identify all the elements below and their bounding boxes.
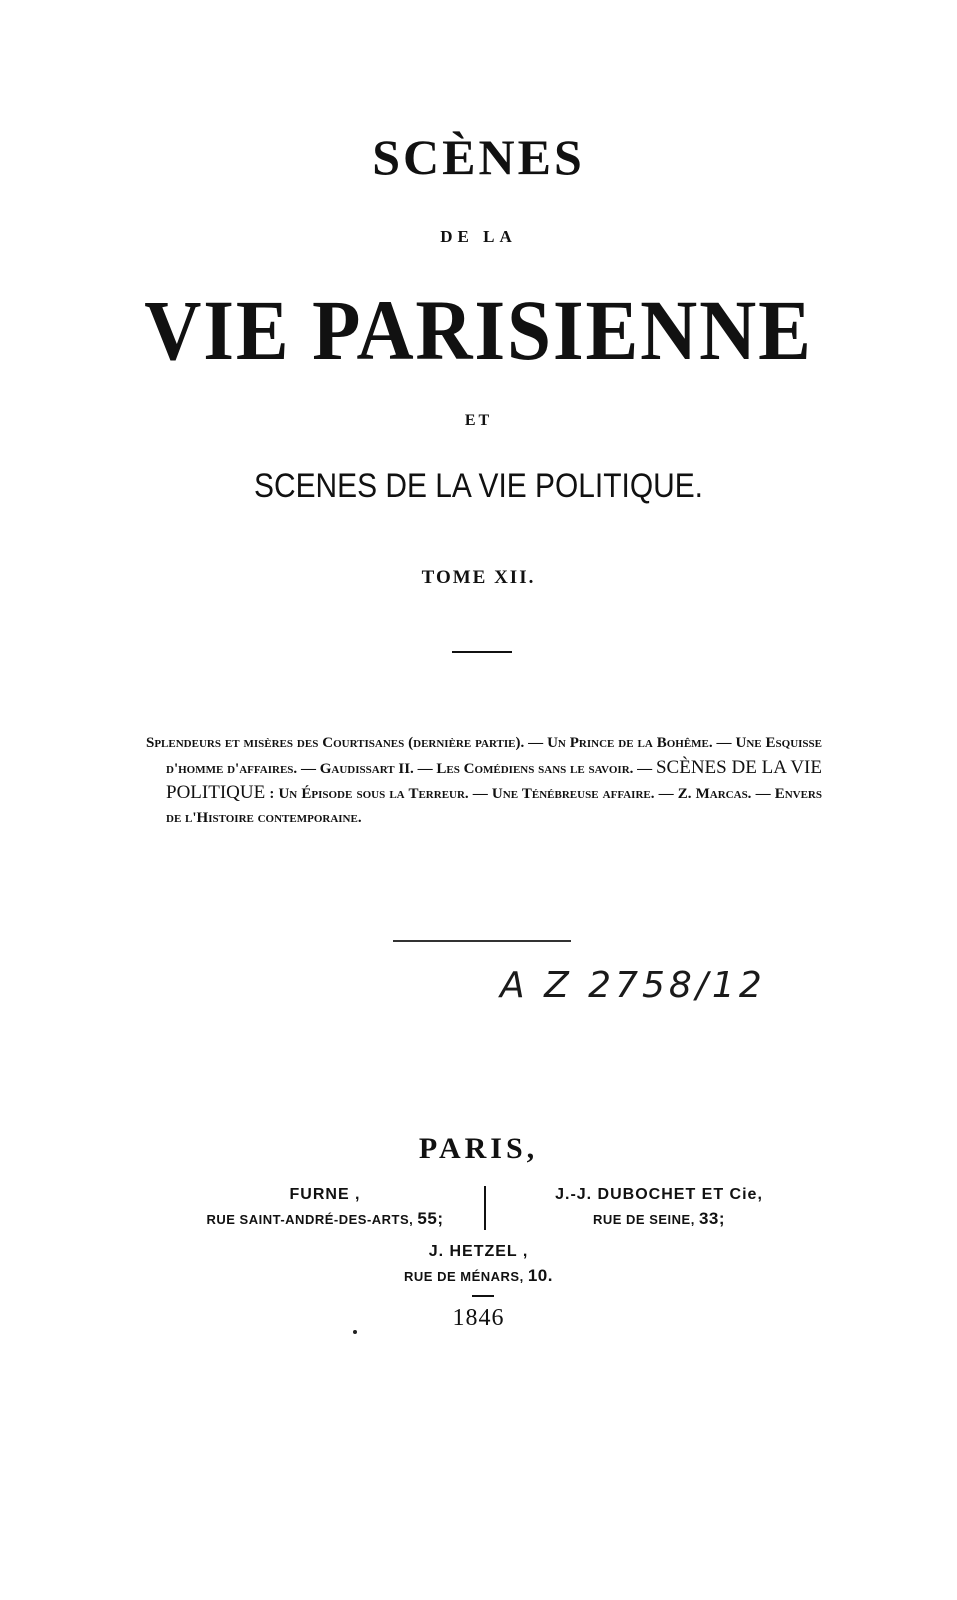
- publisher-left: [170, 1183, 480, 1232]
- contents-list: [146, 732, 822, 830]
- address-number: 55;: [417, 1209, 444, 1228]
- title-vie-parisienne: VIE PARISIENNE: [144, 282, 813, 378]
- publisher-name: J. HETZEL ,: [428, 1243, 529, 1260]
- address-number: 10.: [527, 1266, 553, 1285]
- publisher-address: [494, 1207, 824, 1232]
- divider-rule: [472, 1295, 494, 1297]
- publisher-address: [170, 1207, 480, 1232]
- ink-speck: [353, 1330, 357, 1334]
- handwritten-shelfmark: A Z 2758/12: [500, 965, 766, 1006]
- vertical-divider: [484, 1186, 486, 1230]
- publisher-name: J.-J. DUBOCHET ET Cie,: [555, 1186, 763, 1203]
- divider-rule: [452, 651, 512, 653]
- volume-number: TOME XII.: [421, 567, 536, 588]
- contents-part1: Splendeurs et misères des Courtisanes (dernière partie). — Un Prince de la Bohême. — Une Esquisse d'homme d'affaires. — Gaudissart II. — Les Comédiens sans le savoir. —: [146, 735, 822, 777]
- publisher-right: [494, 1183, 824, 1232]
- title-scenes: SCÈNES: [372, 129, 585, 185]
- address-street: RUE SAINT-ANDRÉ-DES-ARTS,: [206, 1212, 418, 1227]
- address-number: 33;: [698, 1209, 726, 1228]
- imprint-city: PARIS,: [418, 1132, 539, 1165]
- publisher-center: [0, 1240, 957, 1289]
- contents-part2: : Un Épisode sous la Terreur. — Une Ténébreuse affaire. — Z. Marcas. — Envers de l'Histoire contemporaine.: [166, 786, 822, 826]
- contents-paragraph: [146, 732, 822, 830]
- divider-rule: [393, 940, 571, 942]
- contents-section-heading: SCÈNES DE LA VIE POLITIQUE: [166, 756, 822, 803]
- publisher-address: [0, 1264, 957, 1289]
- title-vie-politique: SCENES DE LA VIE POLITIQUE.: [254, 467, 703, 505]
- title-de-la: DE LA: [440, 227, 517, 246]
- address-street: RUE DE MÉNARS,: [404, 1269, 528, 1284]
- title-et: ET: [464, 412, 493, 429]
- address-street: RUE DE SEINE,: [592, 1212, 699, 1227]
- publication-year: 1846: [452, 1305, 505, 1331]
- publisher-name: FURNE ,: [289, 1186, 361, 1203]
